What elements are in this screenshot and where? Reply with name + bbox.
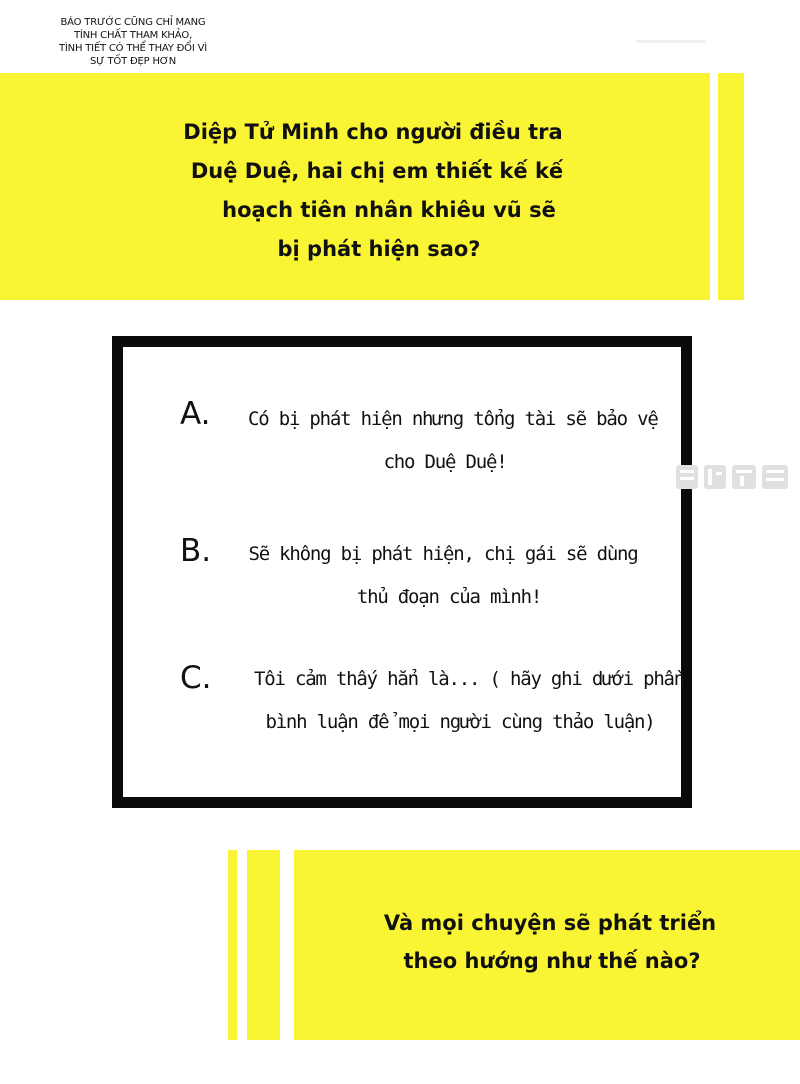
option-a-line: cho Duệ Duệ! (383, 451, 507, 473)
closing-line: Và mọi chuyện sẽ phát triển (383, 911, 717, 935)
disclaimer-line: SỰ TỐT ĐẸP HƠN (90, 56, 176, 67)
option-b-letter[interactable]: B. (180, 533, 212, 569)
option-b-text[interactable] (248, 533, 638, 619)
disclaimer-line: TÌNH TIẾT CÓ THỂ THAY ĐỔI VÌ (59, 43, 207, 54)
option-a-letter[interactable]: A. (180, 396, 211, 432)
disclaimer-line: TÍNH CHẤT THAM KHẢO, (73, 30, 193, 41)
banner-stripe (718, 73, 744, 300)
question-line: bị phát hiện sao? (277, 237, 481, 261)
disclaimer-notice (38, 16, 228, 68)
option-b-line: Sẽ không bị phát hiện, chị gái sẽ dùng (248, 543, 638, 565)
option-c-letter[interactable]: C. (180, 660, 212, 696)
option-a-text[interactable] (248, 398, 658, 484)
disclaimer-line: BÁO TRƯỚC CŨNG CHỈ MANG (60, 17, 206, 28)
bottom-stripe-wide (247, 850, 280, 1040)
closing-line: theo hướng như thế nào? (403, 949, 701, 973)
question-text (150, 113, 600, 269)
question-line: hoạch tiên nhân khiêu vũ sẽ (222, 198, 556, 222)
question-line: Diệp Tử Minh cho người điều tra (183, 120, 563, 144)
option-a-line: Có bị phát hiện nhưng tổng tài sẽ bảo vệ (248, 408, 658, 430)
closing-text (340, 904, 760, 980)
question-line: Duệ Duệ, hai chị em thiết kế kế (190, 159, 564, 183)
bottom-stripe-thin (228, 850, 237, 1040)
publisher-logo-icon (674, 460, 790, 494)
option-c-line: Tôi cảm thấy hẳn là... ( hãy ghi dưới phần (254, 668, 685, 690)
faint-divider (636, 40, 706, 43)
option-b-line: thủ đoạn của mình! (356, 586, 542, 608)
option-c-line: bình luận để mọi người cùng thảo luận) (265, 711, 655, 733)
option-c-text[interactable] (248, 658, 685, 744)
